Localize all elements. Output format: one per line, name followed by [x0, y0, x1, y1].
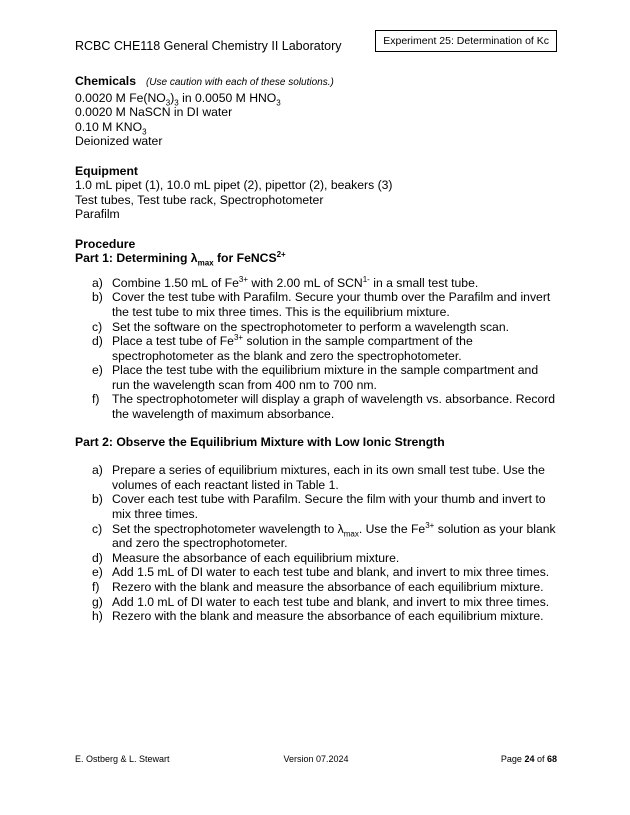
step-text: Place the test tube with the equilibrium mixture in the sample compartment and run the wavelength scan from 400 nm to 700 nm. [112, 363, 539, 392]
step-text: with 2.00 mL of SCN [248, 275, 363, 290]
step-letter: h) [92, 609, 103, 624]
procedure-step [75, 565, 557, 580]
part2-steps [75, 463, 557, 624]
part1-title [75, 251, 557, 266]
step-text: Cover each test tube with Parafilm. Secure the film with your thumb and invert to mix three times. [112, 492, 546, 522]
step-text: Prepare a series of equilibrium mixtures, each in its own small test tube. Use the volumes of each reactant listed in Table 1. [112, 463, 545, 492]
step-text: The spectrophotometer will display a graph of wavelength vs. absorbance. Record the wavelength of maximum absorbance. [112, 392, 556, 422]
subscript: 3 [174, 98, 179, 108]
step-letter: f) [92, 392, 100, 407]
step-letter: e) [92, 565, 103, 580]
step-text: Measure the absorbance of each equilibrium mixture. [112, 550, 400, 565]
procedure-heading: Procedure [75, 236, 136, 251]
procedure-step [75, 609, 557, 624]
procedure-step [75, 522, 557, 551]
experiment-label: Experiment 25: Determination of Kc [375, 30, 557, 52]
chemical-item [75, 120, 557, 135]
procedure-step [75, 463, 557, 492]
chemical-text: ) [170, 90, 175, 105]
equipment-item: Parafilm [75, 207, 120, 222]
chemical-text: 0.10 M KNO [75, 119, 143, 134]
superscript: 3+ [238, 274, 249, 284]
part1-steps [75, 276, 557, 422]
chemical-text: 0.0020 M Fe(NO [75, 90, 166, 105]
chemical-item [75, 91, 557, 106]
step-letter: g) [92, 594, 103, 609]
chemicals-heading: Chemicals [75, 74, 136, 88]
procedure-step [75, 276, 557, 291]
procedure-step [75, 595, 557, 610]
step-text: Set the spectrophotometer wavelength to λ [112, 521, 344, 536]
part1-title-text: for FeNCS [213, 251, 277, 266]
step-letter: b) [92, 492, 103, 507]
superscript: 2+ [276, 250, 286, 260]
page-header [75, 35, 557, 58]
superscript: 1- [362, 274, 370, 284]
procedure-step [75, 551, 557, 566]
procedure-step [75, 363, 557, 392]
step-text: Add 1.5 mL of DI water to each test tube and blank, and invert to mix three times. [112, 565, 550, 580]
chemical-item: Deionized water [75, 134, 163, 149]
step-letter: b) [92, 290, 103, 305]
step-letter: e) [92, 363, 103, 378]
course-title: RCBC CHE118 General Chemistry II Laboratory [75, 39, 342, 53]
part1-title-text: Part 1: Determining λ [75, 251, 198, 266]
equipment-item: 1.0 mL pipet (1), 10.0 mL pipet (2), pipettor (2), beakers (3) [75, 178, 393, 193]
step-letter: d) [92, 334, 103, 349]
step-text: Rezero with the blank and measure the absorbance of each equilibrium mixture. [112, 609, 544, 624]
page-total: 68 [546, 754, 557, 764]
procedure-step [75, 320, 557, 335]
subscript: max [343, 529, 359, 539]
step-text: solution as your blank and zero the spectrophotometer. [112, 521, 556, 551]
procedure-step [75, 492, 557, 521]
step-letter: c) [92, 319, 103, 334]
subscript: 3 [276, 98, 281, 108]
equipment-item: Test tubes, Test tube rack, Spectrophotometer [75, 192, 324, 207]
step-letter: a) [92, 275, 103, 290]
step-letter: c) [92, 521, 103, 536]
subscript: max [197, 258, 214, 268]
step-text: Combine 1.50 mL of Fe [112, 275, 239, 290]
step-text: Set the software on the spectrophotometer to perform a wavelength scan. [112, 319, 509, 334]
procedure-step [75, 392, 557, 421]
procedure-step [75, 290, 557, 319]
step-text: Add 1.0 mL of DI water to each test tube and blank, and invert to mix three times. [112, 594, 550, 609]
step-letter: d) [92, 550, 103, 565]
procedure-step [75, 580, 557, 595]
chemical-text: in 0.0050 M HNO [178, 90, 277, 105]
chemicals-caution-note: (Use caution with each of these solutions.) [145, 77, 334, 88]
part2-title: Part 2: Observe the Equilibrium Mixture with Low Ionic Strength [75, 434, 445, 449]
subscript: 3 [165, 98, 171, 108]
page-footer [75, 754, 557, 768]
footer-authors: E. Ostberg & L. Stewart [75, 754, 170, 764]
step-text: solution in the sample compartment of the spectrophotometer as the blank and zero the spectrophotometer. [112, 334, 473, 363]
footer-page-number [501, 754, 557, 765]
step-text: . Use the Fe [358, 521, 426, 536]
page-current: 24 [524, 754, 535, 764]
step-text: Cover the test tube with Parafilm. Secure your thumb over the Parafilm and invert the test tube to mix three times. This is the equilibrium mixture. [112, 290, 551, 319]
subscript: 3 [142, 127, 147, 137]
document-body [75, 74, 557, 624]
step-letter: a) [92, 463, 103, 478]
chemical-item: 0.0020 M NaSCN in DI water [75, 105, 233, 120]
of-word: of [534, 754, 547, 764]
superscript: 3+ [233, 333, 244, 343]
page-word: Page [500, 754, 525, 764]
step-text: in a small test tube. [369, 275, 479, 290]
procedure-step [75, 334, 557, 363]
superscript: 3+ [425, 520, 435, 530]
step-text: Place a test tube of Fe [112, 334, 234, 349]
equipment-heading: Equipment [75, 163, 138, 178]
chemicals-heading-line [75, 74, 557, 91]
step-text: Rezero with the blank and measure the absorbance of each equilibrium mixture. [112, 580, 544, 594]
footer-version: Version 07.2024 [283, 754, 349, 764]
step-letter: f) [92, 580, 100, 594]
